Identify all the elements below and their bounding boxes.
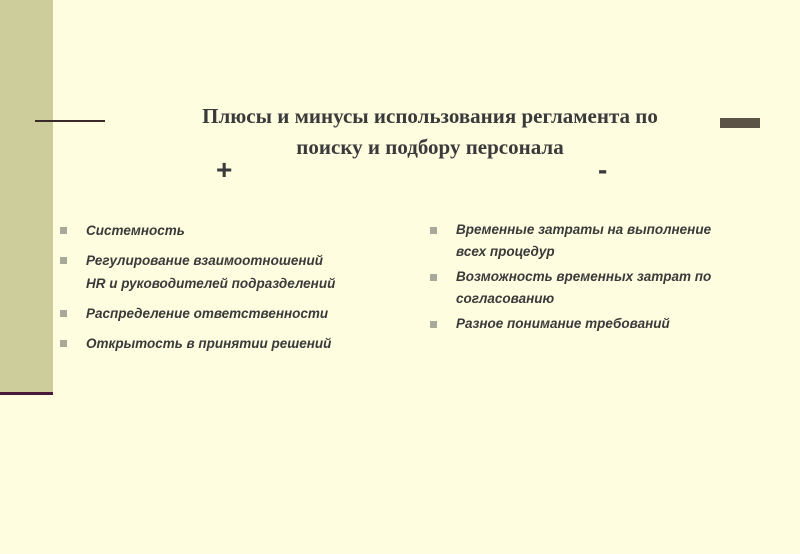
pros-list-item — [60, 332, 410, 355]
cons-item-text: согласованию — [456, 291, 555, 306]
cons-item-text: Возможность временных затрат по — [456, 269, 712, 284]
cons-item-text: Временные затраты на выполнение — [456, 222, 712, 237]
cons-list-item — [430, 219, 790, 263]
pros-item-text: Открытость в принятии решений — [86, 336, 332, 351]
square-bullet-icon — [60, 227, 67, 234]
cons-minus-sign: - — [598, 154, 608, 185]
square-bullet-icon — [60, 310, 67, 317]
square-bullet-icon — [430, 274, 437, 281]
slide-title — [60, 101, 800, 163]
square-bullet-icon — [60, 340, 67, 347]
square-bullet-icon — [430, 321, 437, 328]
pros-item-text: Распределение ответственности — [86, 306, 329, 321]
pros-item-text: Системность — [86, 223, 185, 238]
cons-item-text: Разное понимание требований — [456, 316, 670, 331]
side-decor-bar-underline — [0, 392, 53, 395]
slide-title-line-1: Плюсы и минусы использования регламента по — [202, 104, 658, 128]
side-decor-bar — [0, 0, 53, 394]
pros-list-item — [60, 249, 410, 295]
pros-list-item — [60, 302, 410, 325]
pros-item-text: HR и руководителей подразделений — [86, 276, 336, 291]
pros-item-text: Регулирование взаимоотношений — [86, 253, 323, 268]
cons-list-item — [430, 266, 790, 310]
pros-plus-sign: + — [216, 154, 233, 185]
cons-item-text: всех процедур — [456, 244, 555, 259]
square-bullet-icon — [430, 227, 437, 234]
cons-list — [430, 219, 790, 338]
pros-list-item — [60, 219, 410, 242]
cons-list-item — [430, 313, 790, 335]
pros-list — [60, 219, 410, 362]
slide-title-line-2: поиску и подбору персонала — [296, 135, 564, 159]
square-bullet-icon — [60, 257, 67, 264]
